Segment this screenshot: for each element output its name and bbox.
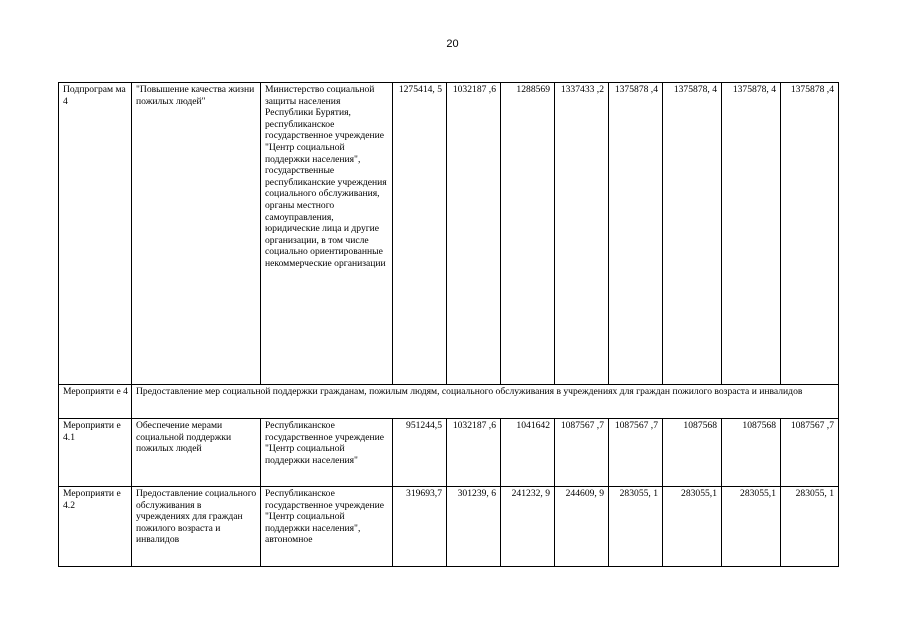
value-cell: 283055, 1: [781, 487, 839, 567]
table-row-measure-4-2: [59, 487, 839, 567]
table-row-measure-4-1: [59, 419, 839, 487]
value-cell: 241232, 9: [501, 487, 555, 567]
value-cell: 1087568: [663, 419, 722, 487]
row-code: Мероприяти е 4.2: [59, 487, 132, 567]
value-cell: 319693,7: [393, 487, 447, 567]
value-cell: 1288569: [501, 83, 555, 385]
row-code: Подпрограм ма 4: [59, 83, 132, 385]
value-cell: 244609, 9: [555, 487, 609, 567]
row-executor: Республиканское государственное учреждение "Центр социальной поддержки населения", автономное: [261, 487, 393, 567]
value-cell: 1087567 ,7: [609, 419, 663, 487]
table-row-measure-4: [59, 385, 839, 419]
value-cell: 283055,1: [722, 487, 781, 567]
row-code: Мероприяти е 4.1: [59, 419, 132, 487]
value-cell: 1375878, 4: [663, 83, 722, 385]
value-cell: 1375878 ,4: [781, 83, 839, 385]
program-table: [58, 82, 839, 567]
value-cell: 951244,5: [393, 419, 447, 487]
value-cell: 1087567 ,7: [781, 419, 839, 487]
value-cell: 1087568: [722, 419, 781, 487]
table-row-subprogram-4: [59, 83, 839, 385]
value-cell: 283055,1: [663, 487, 722, 567]
value-cell: 283055, 1: [609, 487, 663, 567]
value-cell: 301239, 6: [447, 487, 501, 567]
row-name: Обеспечение мерами социальной поддержки пожилых людей: [132, 419, 261, 487]
value-cell: 1041642: [501, 419, 555, 487]
row-name: Предоставление социального обслуживания в учреждениях для граждан пожилого возраста и инвалидов: [132, 487, 261, 567]
value-cell: 1087567 ,7: [555, 419, 609, 487]
value-cell: 1375878 ,4: [609, 83, 663, 385]
value-cell: 1032187 ,6: [447, 83, 501, 385]
value-cell: 1375878, 4: [722, 83, 781, 385]
row-code: Мероприяти е 4: [59, 385, 132, 419]
value-cell: 1275414, 5: [393, 83, 447, 385]
row-description: Предоставление мер социальной поддержки гражданам, пожилым людям, социального обслуживания в учреждениях для граждан пожилого возраста и инвалидов: [132, 385, 839, 419]
row-executor: Министерство социальной защиты населения Республики Бурятия, республиканское государственное учреждение "Центр социальной поддержки населения", государственные республиканские учреждения социального обслуживания, органы местного самоуправления, юридические лица и другие организации, в том числе социально ориентированные некоммерческие организации: [261, 83, 393, 385]
value-cell: 1032187 ,6: [447, 419, 501, 487]
page-number: 20: [446, 38, 459, 50]
row-executor: Республиканское государственное учреждение "Центр социальной поддержки населения": [261, 419, 393, 487]
value-cell: 1337433 ,2: [555, 83, 609, 385]
row-name: "Повышение качества жизни пожилых людей": [132, 83, 261, 385]
